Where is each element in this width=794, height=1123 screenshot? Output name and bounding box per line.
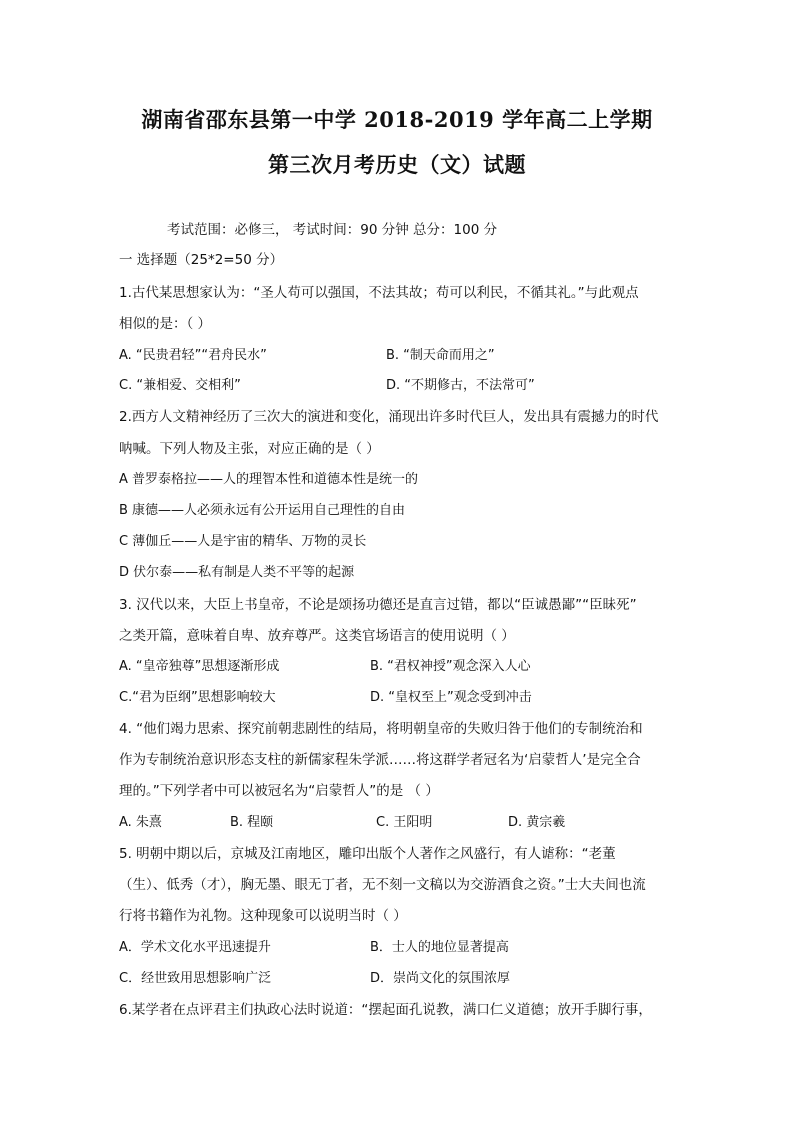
- question-1-stem-line-2: 相似的是：（ ）: [119, 316, 212, 332]
- question-2-option-c: C 薄伽丘——人是宇宙的精华、万物的灵长: [119, 534, 367, 549]
- exam-title-line-1: 湖南省邵东县第一中学 2018-2019 学年高二上学期: [141, 107, 653, 132]
- question-2-option-b: B 康德——人必须永远有公开运用自己理性的自由: [119, 503, 406, 518]
- question-1-option-d: D. “不期修古，不法常可”: [386, 378, 535, 393]
- question-4-stem-line-3: 理的。”下列学者中可以被冠名为“启蒙哲人”的是 （ ）: [119, 783, 439, 799]
- question-5-option-d: D．崇尚文化的氛围浓厚: [370, 971, 511, 986]
- exam-info: 考试范围：必修三， 考试时间：90 分钟 总分：100 分: [167, 222, 498, 238]
- question-5-option-b: B．士人的地位显著提高: [370, 940, 509, 955]
- question-3-stem-line-2: 之类开篇，意味着自卑、放弃尊严。这类官场语言的使用说明（ ）: [119, 628, 515, 644]
- question-5-option-a: A．学术文化水平迅速提升: [119, 940, 271, 955]
- question-4-option-a: A. 朱熹: [119, 815, 162, 830]
- question-4-option-d: D. 黄宗羲: [508, 815, 566, 830]
- question-3-option-b: B. “君权神授”观念深入人心: [370, 659, 531, 674]
- question-4-stem-line-2: 作为专制统治意识形态支柱的新儒家程朱学派……将这群学者冠名为‘启蒙哲人’是完全合: [119, 752, 641, 768]
- question-1-option-a: A. “民贵君轻”“君舟民水”: [119, 348, 267, 363]
- question-1-option-b: B. “制天命而用之”: [386, 348, 495, 363]
- section-heading: 一 选择题（25*2=50 分）: [119, 252, 284, 268]
- question-5-stem-line-3: 行将书籍作为礼物。这种现象可以说明当时（ ）: [119, 908, 407, 924]
- question-5-stem-line-2: （生）、低秀（才），胸无墨、眼无丁者，无不刻一文稿以为交游酒食之资。”士大夫间也流: [119, 877, 646, 893]
- question-2-option-a: A 普罗泰格拉——人的理智本性和道德本性是统一的: [119, 472, 419, 487]
- question-1-option-c: C. “兼相爱、交相利”: [119, 378, 241, 393]
- question-4-option-c: C. 王阳明: [376, 815, 433, 830]
- question-5-stem-line-1: 5. 明朝中期以后，京城及江南地区，雕印出版个人著作之风盛行，有人谑称：“老董: [119, 846, 616, 862]
- question-4-stem-line-1: 4. “他们竭力思索、探究前朝悲剧性的结局，将明朝皇帝的失败归咎于他们的专制统治和: [119, 721, 643, 737]
- question-3-option-a: A. “皇帝独尊”思想逐渐形成: [119, 659, 280, 674]
- question-2-stem-line-1: 2.西方人文精神经历了三次大的演进和变化，涌现出许多时代巨人，发出具有震撼力的时代: [119, 409, 659, 425]
- exam-title-line-2: 第三次月考历史（文）试题: [268, 152, 526, 177]
- question-1-stem-line-1: 1.古代某思想家认为：“圣人苟可以强国，不法其故；苟可以利民，不循其礼。”与此观点: [119, 285, 639, 301]
- question-3-option-d: D. “皇权至上”观念受到冲击: [370, 690, 532, 705]
- question-5-option-c: C．经世致用思想影响广泛: [119, 971, 272, 986]
- question-3-option-c: C.“君为臣纲”思想影响较大: [119, 690, 276, 705]
- question-6-stem-line-1: 6.某学者在点评君主们执政心法时说道：“摆起面孔说教，满口仁义道德；放开手脚行事，: [119, 1002, 652, 1018]
- question-3-stem-line-1: 3. 汉代以来，大臣上书皇帝，不论是颂扬功德还是直言过错，都以“臣诚愚鄙”“臣昧死”: [119, 597, 637, 613]
- question-2-option-d: D 伏尔泰——私有制是人类不平等的起源: [119, 565, 355, 580]
- question-2-stem-line-2: 呐喊。下列人物及主张，对应正确的是（ ）: [119, 441, 380, 457]
- question-4-option-b: B. 程颐: [230, 815, 274, 830]
